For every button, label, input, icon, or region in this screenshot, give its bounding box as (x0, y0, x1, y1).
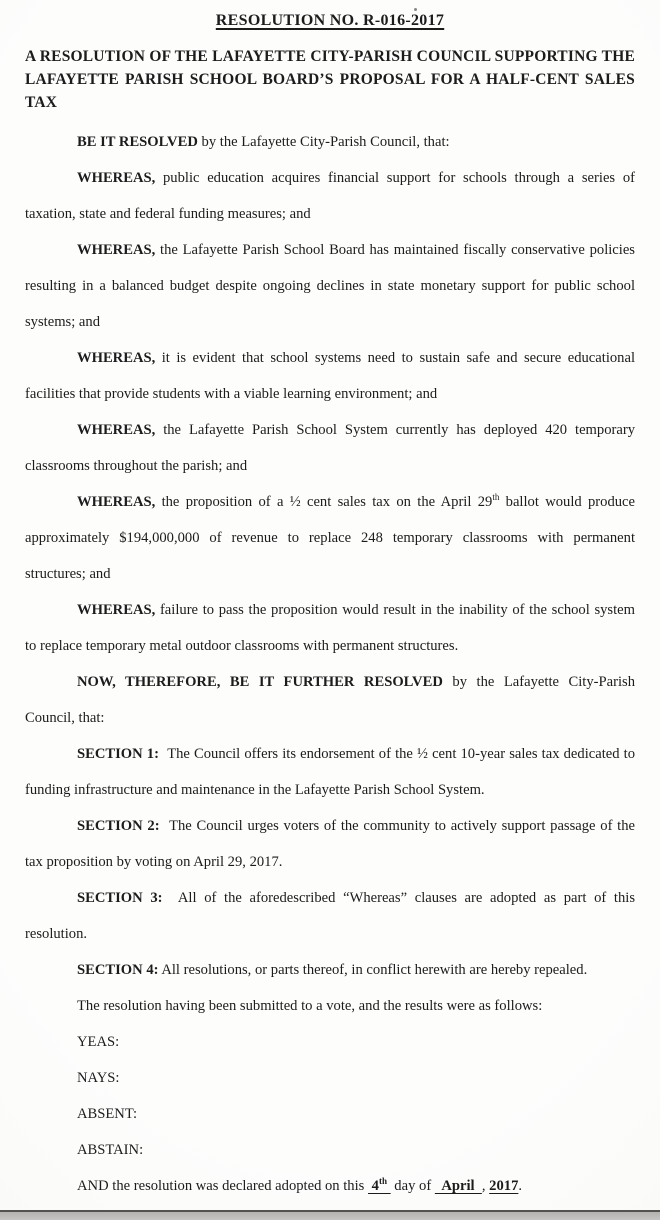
text-segment: WHEREAS, (77, 242, 156, 258)
paragraph (25, 736, 635, 808)
vote-line: ABSTAIN: (77, 1142, 144, 1158)
text-segment: The Council urges voters of the community to actively support passage of the tax proposition by voting on April 29, 2017. (25, 818, 635, 870)
text-segment: failure to pass the proposition would result in the inability of the school system to replace temporary metal outdoor classrooms with permanent structures. (25, 602, 635, 654)
text-segment: day of (390, 1178, 435, 1194)
text-segment (489, 1178, 518, 1194)
scan-artifact (414, 8, 417, 11)
document-body (0, 114, 660, 1204)
text-segment: the proposition of a ½ cent sales tax on the April 29 (155, 494, 493, 510)
text-segment: the Lafayette Parish School System currently has deployed 420 temporary classrooms throughout the parish; and (25, 422, 635, 474)
text-segment: WHEREAS, (77, 494, 156, 510)
vote-line: YEAS: (77, 1034, 120, 1050)
resolution-clauses (25, 124, 635, 1024)
paragraph (25, 592, 635, 664)
paragraph (25, 952, 635, 988)
text-segment: WHEREAS, (77, 602, 156, 618)
text-segment (368, 1178, 391, 1194)
subtitle-line-1: A RESOLUTION OF THE LAFAYETTE CITY-PARISH COUNCIL SUPPORTING THE (25, 48, 635, 65)
text-segment: the Lafayette Parish School Board has maintained fiscally conservative policies resulting in a balanced budget despite ongoing declines in state monetary support for public school systems; and (25, 242, 635, 330)
vote-line: NAYS: (77, 1070, 120, 1086)
text-segment: by the Lafayette City-Parish Council, that: (25, 674, 636, 726)
text-segment: SECTION 4: (77, 962, 159, 978)
text-segment: The Council offers its endorsement of the ½ cent 10-year sales tax dedicated to funding infrastructure and maintenance in the Lafayette Parish School System. (25, 746, 635, 798)
paragraph (25, 340, 635, 412)
text-segment: WHEREAS, (77, 350, 156, 366)
paragraph (25, 232, 635, 340)
text-segment: BE IT RESOLVED (77, 134, 198, 150)
text-segment: April (434, 1178, 482, 1194)
text-segment: , (481, 1178, 490, 1194)
text-segment: by the Lafayette City-Parish Council, that: (197, 134, 450, 150)
resolution-title-text: RESOLUTION NO. R-016-2017 (215, 12, 445, 29)
vote-results-list (25, 1024, 635, 1168)
page-bottom-bar (0, 1210, 660, 1220)
vote-line: ABSENT: (77, 1106, 138, 1122)
paragraph (25, 160, 635, 232)
text-segment: SECTION 1: (77, 746, 159, 762)
adoption-line (25, 1168, 635, 1204)
paragraph (25, 412, 635, 484)
paragraph (25, 484, 635, 592)
text-segment: WHEREAS, (77, 170, 156, 186)
text-segment: SECTION 3: (77, 890, 163, 906)
paragraph (25, 988, 635, 1024)
text-segment: The resolution having been submitted to a vote, and the results were as follows: (77, 998, 543, 1014)
paragraph (25, 124, 635, 160)
text-segment: WHEREAS, (77, 422, 156, 438)
text-segment: public education acquires financial support for schools through a series of taxation, state and federal funding measures; and (25, 170, 635, 222)
paragraph (25, 664, 635, 736)
resolution-title (0, 0, 660, 30)
text-segment: AND the resolution was declared adopted on this (77, 1178, 368, 1194)
text-segment (435, 1178, 482, 1194)
resolution-subtitle (0, 45, 660, 114)
superscript-text: th (378, 1176, 387, 1187)
text-segment: All resolutions, or parts thereof, in conflict herewith are hereby repealed. (158, 962, 588, 978)
paragraph (25, 808, 635, 880)
text-segment: NOW, THEREFORE, BE IT FURTHER RESOLVED (77, 674, 443, 690)
text-segment: 2017 (489, 1178, 519, 1194)
text-segment: SECTION 2: (77, 818, 160, 834)
text-segment: All of the aforedescribed “Whereas” clauses are adopted as part of this resolution. (25, 890, 635, 942)
text-segment: 4 (368, 1178, 379, 1194)
superscript-text: th (492, 492, 500, 503)
text-segment: . (518, 1178, 523, 1194)
paragraph (25, 880, 635, 952)
text-segment: it is evident that school systems need to sustain safe and secure educational facilities that provide students with a viable learning environment; and (25, 350, 635, 402)
text-segment: ballot would produce approximately $194,000,000 of revenue to replace 248 temporary classrooms with permanent structures; and (25, 494, 635, 582)
subtitle-line-2: LAFAYETTE PARISH SCHOOL BOARD’S PROPOSAL FOR A HALF-CENT SALES TAX (25, 71, 635, 111)
